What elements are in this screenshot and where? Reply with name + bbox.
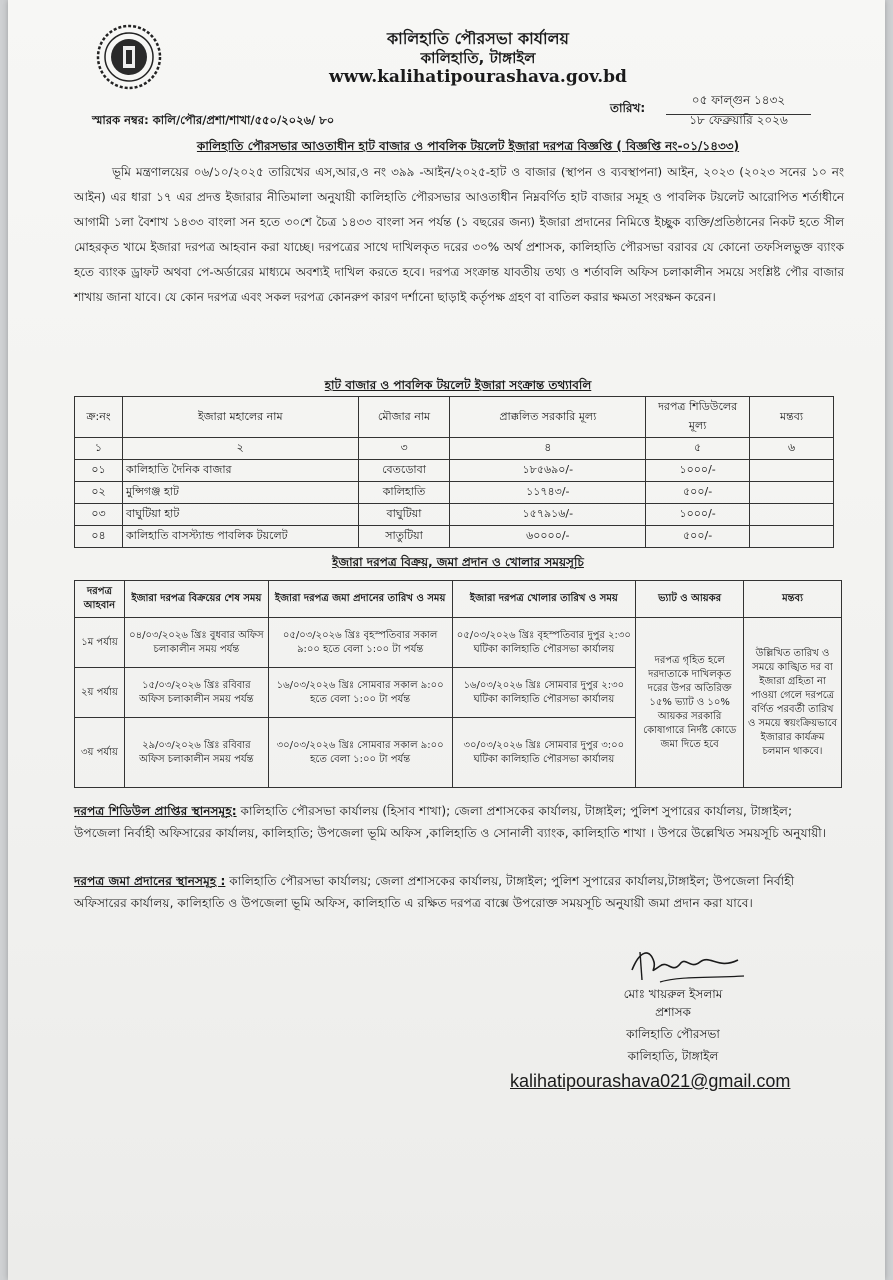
signature-icon [620,940,750,990]
office-title: কালিহাতি পৌরসভা কার্যালয় [386,29,569,48]
table-header-row [75,397,834,438]
serial-cell: ০১ [75,460,123,482]
header-cell: দরপত্র শিডিউলের মূল্য [646,397,750,438]
notice-body: ভূমি মন্ত্রণালয়ের ০৬/১০/২০২৫ তারিখের এস,আর,ও নং ৩৯৯ -আইন/২০২৫-হাট ও বাজার (স্থাপন ও ব্যবস্থাপনা) আইন, ২০২৩ (২০২৩ সনের ১০ নং আইন) এর ধারা ১৭ এর প্রদত্ত ইজারার নীতিমালা অনুযায়ী কালিহাতি পৌরসভার আওতাধীন নিম্নবর্ণিত হাট বাজার সমূহ ও পাবলিক টয়লেট আরোপিত শর্তাধীনে আগামী ১লা বৈশাখ ১৪৩৩ বাংলা সন হতে ৩০শে চৈত্র ১৪৩৩ বাংলা সন পর্যন্ত (১ বছরের জন্য) ইজারা প্রদানের নিমিত্তে ইচ্ছুক ব্যক্তি/প্রতিষ্ঠানের নিকট হতে সীল মোহরকৃত খামে ইজারা দরপত্র আহবান করা যাচ্ছে। দরপত্রের সাথে দাখিলকৃত দরের ৩০% অর্থ প্রশাসক, কালিহাতি পৌরসভা বরাবর যে কোনো তফসিলভুক্ত ব্যাংক হতে ব্যাংক ড্রাফট অথবা পে-অর্ডারের মাধ্যমে অবশ্যই দাখিল করতে হবে। দরপত্র সংক্রান্ত যাবতীয় তথ্য ও শর্তাবলি অফিস চলাকালীন সময়ে সংশ্লিষ্ট পৌর বাজার শাখায় জানা যাবে। যে কোন দরপত্র এবং সকল দরপত্র কোনরুপ কারণ দর্শানো ছাড়াই কর্তৃপক্ষ গ্রহণ বা বাতিল করার ক্ষমতা সংরক্ষন করেন। [74,165,844,304]
memo-number: স্মারক নম্বর: কালি/পৌর/প্রশা/শাখা/৫৫০/২০২৬/ ৮০ [92,113,335,127]
table1-title: হাট বাজার ও পাবলিক টয়লেট ইজারা সংক্রান্ত তথ্যাবলি [324,378,592,392]
index-cell: ৩ [358,438,450,460]
estimated-price-cell: ১১৭৪৩/- [450,482,646,504]
header-cell: মন্তব্য [750,397,834,438]
remarks-cell [750,526,834,548]
submit-cell: ০৫/০৩/২০২৬ খ্রিঃ বৃহস্পতিবার সকাল ৯:০০ হতে বেলা ১:০০ টা পর্যন্ত [268,618,452,668]
estimated-price-cell: ৬০০০০/- [450,526,646,548]
table-row [75,460,834,482]
submit-places-label: দরপত্র জমা প্রদানের স্থানসমূহ : [74,874,226,888]
header-cell: ইজারা দরপত্র জমা প্রদানের তারিখ ও সময় [268,581,452,618]
table-row [75,526,834,548]
header-cell: মন্তব্য [744,581,842,618]
header-cell: ইজারা মহালের নাম [122,397,358,438]
table-row [75,504,834,526]
date-label: তারিখ: [610,101,646,115]
phase-cell: ১ম পর্যায় [75,618,125,668]
remarks-cell: উল্লিখিত তারিখ ও সময়ে কাঙ্খিত দর বা ইজারা গ্রহিতা না পাওয়া গেলে দরপত্রে বর্ণিত পরবর্তী তারিখ ও সময়ে স্বয়ংক্রিয়ভাবে ইজারার কার্যক্রম চলমান থাকবে। [744,618,842,788]
mouza-cell: বেতডোবা [358,460,450,482]
open-cell: ৩০/০৩/২০২৬ খ্রিঃ সোমবার দুপুর ৩:০০ ঘটিকা কালিহাতি পৌরসভা কার্যালয় [452,718,636,788]
phase-cell: ২য় পর্যায় [75,668,125,718]
remarks-cell [750,482,834,504]
header-cell: দরপত্র আহবান [75,581,125,618]
sale-end-cell: ১৫/০৩/২০২৬ খ্রিঃ রবিবার অফিস চলাকালীন সময় পর্যন্ত [124,668,268,718]
schedule-price-cell: ৫০০/- [646,526,750,548]
index-cell: ১ [75,438,123,460]
sale-end-cell: ২৯/০৩/২০২৬ খ্রিঃ রবিবার অফিস চলাকালীন সময় পর্যন্ত [124,718,268,788]
signatory-location: কালিহাতি, টাঙ্গাইল [627,1049,719,1063]
header-cell: ইজারা দরপত্র বিক্রয়ের শেষ সময় [124,581,268,618]
estimated-price-cell: ১৫৭৯১৬/- [450,504,646,526]
contact-email-link[interactable]: kalihatipourashava021@gmail.com [510,1071,791,1091]
submit-cell: ১৬/০৩/২০২৬ খ্রিঃ সোমবার সকাল ৯:০০ হতে বেলা ১:০০ টা পর্যন্ত [268,668,452,718]
date-bangla: ০৫ ফাল্গুন ১৪৩২ [666,92,811,115]
municipality-logo-icon [96,24,162,90]
phase-cell: ৩য় পর্যায় [75,718,125,788]
signatory-name: মোঃ খায়রুল ইসলাম [623,987,723,1001]
header-cell: ভ্যাট ও আয়কর [636,581,744,618]
table-row [75,482,834,504]
website-link[interactable]: www.kalihatipourashava.gov.bd [329,67,627,87]
table2-title: ইজারা দরপত্র বিক্রয়, জমা প্রদান ও খোলার সময়সূচি [332,555,584,569]
index-cell: ৪ [450,438,646,460]
index-cell: ২ [122,438,358,460]
market-name-cell: কালিহাতি দৈনিক বাজার [122,460,358,482]
index-cell: ৬ [750,438,834,460]
submit-places [74,870,842,914]
header-cell: মৌজার নাম [358,397,450,438]
schedule-places-text: কালিহাতি পৌরসভা কার্যালয় (হিসাব শাখা); জেলা প্রশাসকের কার্যালয়, টাঙ্গাইল; পুলিশ সুপারের কার্যালয়, টাঙ্গাইল; উপজেলা নির্বাহী অফিসারের কার্যালয়, কালিহাতি; উপজেলা ভূমি অফিস ,কালিহাতি ও সোনালী ব্যাংক, কালিহাতি শাখা । উপরে উল্লেখিত সময়সূচি অনুযায়ী। [74,804,827,840]
table-index-row [75,438,834,460]
open-cell: ১৬/০৩/২০২৬ খ্রিঃ সোমবার দুপুর ২:৩০ ঘটিকা কালিহাতি পৌরসভা কার্যালয় [452,668,636,718]
estimated-price-cell: ১৮৫৬৯০/- [450,460,646,482]
serial-cell: ০৪ [75,526,123,548]
schedule-price-cell: ১০০০/- [646,460,750,482]
signatory-role: প্রশাসক [655,1005,691,1019]
submit-places-text: কালিহাতি পৌরসভা কার্যালয়; জেলা প্রশাসকের কার্যালয়, টাঙ্গাইল; পুলিশ সুপারের কার্যালয়,টাঙ্গাইল; উপজেলা নির্বাহী অফিসারের কার্যালয়, কালিহাতি ও উপজেলা ভূমি অফিস, কালিহাতি এ রক্ষিত দরপত্র বাক্সে উপরোক্ত সময়সূচি অনুযায়ী জমা প্রদান করা যাবে। [74,874,795,910]
date-english: ১৮ ফেব্রুয়ারি ২০২৬ [689,113,788,127]
table-header-row [75,581,842,618]
office-location: কালিহাতি, টাঙ্গাইল [420,49,536,67]
schedule-price-cell: ৫০০/- [646,482,750,504]
index-cell: ৫ [646,438,750,460]
market-name-cell: মুন্সিগঞ্জ হাট [122,482,358,504]
signatory-office: কালিহাতি পৌরসভা [626,1027,720,1041]
market-info-table [74,396,834,548]
open-cell: ০৫/০৩/২০২৬ খ্রিঃ বৃহস্পতিবার দুপুর ২:৩০ ঘটিকা কালিহাতি পৌরসভা কার্যালয় [452,618,636,668]
mouza-cell: কালিহাতি [358,482,450,504]
submit-cell: ৩০/০৩/২০২৬ খ্রিঃ সোমবার সকাল ৯:০০ হতে বেলা ১:০০ টা পর্যন্ত [268,718,452,788]
market-name-cell: বাঘুটিয়া হাট [122,504,358,526]
vat-note-cell: দরপত্র গৃহিত হলে দরদাতাকে দাখিলকৃত দরের উপর অতিরিক্ত ১৫% ভ্যাট ও ১০% আয়কর সরকারি কোষাগারে নির্দষ্ট কোডে জমা দিতে হবে [636,618,744,788]
header-cell: ক্র:নং [75,397,123,438]
mouza-cell: সাতুটিয়া [358,526,450,548]
sale-end-cell: ০৪/০৩/২০২৬ খ্রিঃ বুধবার অফিস চলাকালীন সময় পর্যন্ত [124,618,268,668]
schedule-places-label: দরপত্র শিডিউল প্রাপ্তির স্থানসমূহ: [74,804,237,818]
schedule-places [74,800,842,844]
schedule-table [74,580,842,788]
schedule-price-cell: ১০০০/- [646,504,750,526]
remarks-cell [750,504,834,526]
header-cell: প্রাক্কলিত সরকারি মূল্য [450,397,646,438]
serial-cell: ০২ [75,482,123,504]
table-row [75,618,842,668]
notice-title: কালিহাতি পৌরসভার আওতাধীন হাট বাজার ও পাবলিক টয়লেট ইজারা দরপত্র বিজ্ঞপ্তি ( বিজ্ঞপ্তি নং-০১/১৪৩৩) [196,139,740,153]
market-name-cell: কালিহাতি বাসস্ট্যান্ড পাবলিক টয়লেট [122,526,358,548]
header-cell: ইজারা দরপত্র খোলার তারিখ ও সময় [452,581,636,618]
serial-cell: ০৩ [75,504,123,526]
notice-document [8,0,885,1280]
mouza-cell: বাঘুটিয়া [358,504,450,526]
remarks-cell [750,460,834,482]
